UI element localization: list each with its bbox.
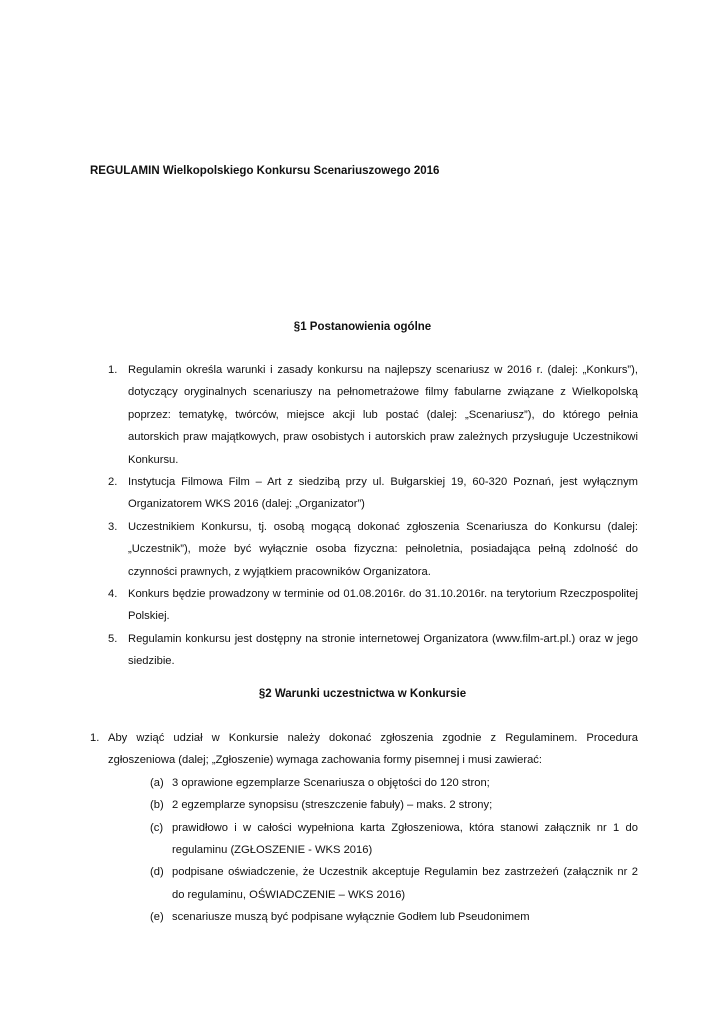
sub-item-text: 2 egzemplarze synopsisu (streszczenie fabuły) – maks. 2 strony; xyxy=(172,799,493,812)
list-item-text: Uczestnikiem Konkursu, tj. osobą mogącą dokonać zgłoszenia Scenariusza do Konkursu (dalej: „Uczestnik”), może być wyłącznie osoba fizyczna: pełnoletnia, posiadająca pełną zdolność do czynności prawnych, z wyjątkiem pracowników Organizatora. xyxy=(128,520,638,578)
list-item-number: 3. xyxy=(108,520,118,533)
document-title: REGULAMIN Wielkopolskiego Konkursu Scenariuszowego 2016 xyxy=(90,165,440,177)
list-item-number: 1. xyxy=(108,364,118,376)
sub-list xyxy=(150,772,638,929)
section1-heading: §1 Postanowienia ogólne xyxy=(293,321,432,333)
sub-item-label: (b) xyxy=(150,799,164,812)
sub-item-text: 3 oprawione egzemplarze Scenariusza o objętości do 120 stron; xyxy=(172,776,490,789)
sub-list-item xyxy=(150,817,638,862)
list-item-number: 2. xyxy=(108,476,118,489)
list-item-text: Regulamin konkursu jest dostępny na stronie internetowej Organizatora (www.film-art.pl.) oraz w jego siedzibie. xyxy=(128,632,638,668)
list-item xyxy=(90,516,638,583)
sub-list-item xyxy=(150,794,638,816)
sub-item-label: (e) xyxy=(150,911,164,924)
list-item xyxy=(90,628,638,673)
sub-item-text: prawidłowo i w całości wypełniona karta Zgłoszeniowa, która stanowi załącznik nr 1 do regulaminu (ZGŁOSZENIE - WKS 2016) xyxy=(172,821,638,857)
list-item-text: Aby wziąć udział w Konkursie należy dokonać zgłoszenia zgodnie z Regulaminem. Procedura zgłoszeniowa (dalej; „Zgłoszenie) wymaga zachowania formy pisemnej i musi zawierać: xyxy=(108,732,638,767)
sub-list-item xyxy=(150,906,638,928)
list-item-number: 4. xyxy=(108,588,118,601)
sub-item-label: (d) xyxy=(150,866,164,879)
section1-list xyxy=(90,359,638,673)
section2-heading: §2 Warunki uczestnictwa w Konkursie xyxy=(258,688,467,700)
section2-item xyxy=(90,727,638,929)
list-item xyxy=(90,583,638,628)
sub-item-text: scenariusze muszą być podpisane wyłącznie Godłem lub Pseudonimem xyxy=(172,911,530,924)
list-item xyxy=(90,359,638,471)
list-item-text: Konkurs będzie prowadzony w terminie od 01.08.2016r. do 31.10.2016r. na terytorium Rzeczpospolitej Polskiej. xyxy=(128,588,638,623)
list-item-text: Instytucja Filmowa Film – Art z siedzibą przy ul. Bułgarskiej 19, 60-320 Poznań, jest wyłącznym Organizatorem WKS 2016 (dalej: „Organizator”) xyxy=(128,476,638,511)
list-item xyxy=(90,471,638,516)
sub-item-text: podpisane oświadczenie, że Uczestnik akceptuje Regulamin bez zastrzeżeń (załącznik nr 2 do regulaminu, OŚWIADCZENIE – WKS 2016) xyxy=(172,866,638,901)
list-item-number: 5. xyxy=(108,632,118,645)
list-item-number: 1. xyxy=(90,732,100,744)
sub-list-item xyxy=(150,772,638,794)
sub-list-item xyxy=(150,861,638,906)
sub-item-label: (c) xyxy=(150,821,164,834)
sub-item-label: (a) xyxy=(150,776,164,789)
list-item-text: Regulamin określa warunki i zasady konkursu na najlepszy scenariusz w 2016 r. (dalej: „Konkurs”), dotyczący oryginalnych scenariuszy na pełnometrażowe filmy fabularne związane z Wielkopolską poprzez: tematykę, twórców, miejsce akcji lub postać (dalej: „Scenariusz”), do którego pełnia autorskich praw majątkowych, praw osobistych i autorskich praw zależnych przysługuje Uczestnikowi Konkursu. xyxy=(128,364,638,466)
